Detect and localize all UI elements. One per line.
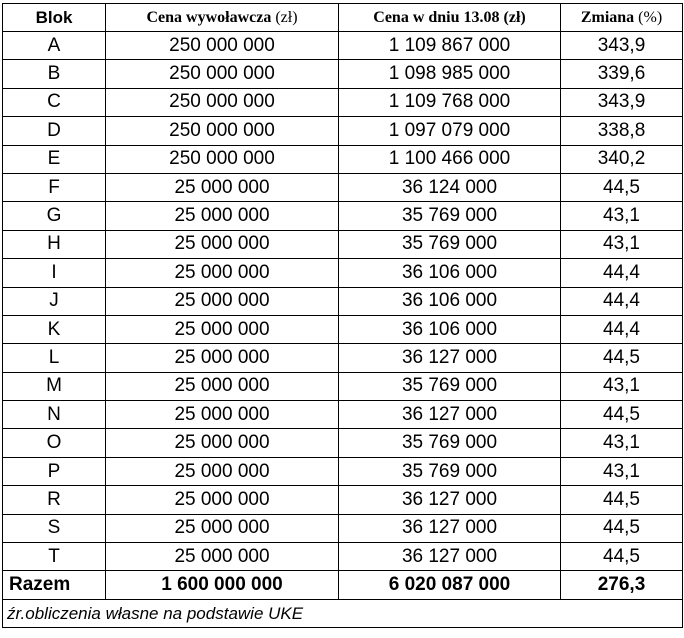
- cell-starting-price: 25 000 000: [106, 287, 339, 315]
- cell-change: 43,1: [561, 372, 683, 400]
- total-price-on-date: 6 020 087 000: [339, 571, 561, 600]
- cell-blok: H: [3, 230, 106, 258]
- cell-blok: I: [3, 259, 106, 287]
- cell-starting-price: 250 000 000: [106, 32, 339, 60]
- table-row: [3, 287, 683, 315]
- cell-starting-price: 25 000 000: [106, 543, 339, 571]
- cell-change: 44,4: [561, 259, 683, 287]
- cell-change: 44,5: [561, 514, 683, 542]
- cell-starting-price: 25 000 000: [106, 230, 339, 258]
- cell-price-on-date: 35 769 000: [339, 202, 561, 230]
- total-starting-price: 1 600 000 000: [106, 571, 339, 600]
- cell-price-on-date: 36 106 000: [339, 315, 561, 343]
- table-row: [3, 117, 683, 145]
- total-change: 276,3: [561, 571, 683, 600]
- table-row: [3, 401, 683, 429]
- cell-starting-price: 25 000 000: [106, 486, 339, 514]
- cell-price-on-date: 36 127 000: [339, 543, 561, 571]
- cell-blok: L: [3, 344, 106, 372]
- cell-blok: E: [3, 145, 106, 173]
- cell-starting-price: 25 000 000: [106, 344, 339, 372]
- header-change: Zmiana (%): [561, 4, 683, 32]
- cell-starting-price: 25 000 000: [106, 259, 339, 287]
- source-row: [3, 600, 683, 628]
- table-row: [3, 32, 683, 60]
- cell-blok: P: [3, 457, 106, 485]
- cell-blok: S: [3, 514, 106, 542]
- header-price-on-date: Cena w dniu 13.08 (zł): [339, 4, 561, 32]
- source-note: źr.obliczenia własne na podstawie UKE: [3, 600, 683, 628]
- cell-price-on-date: 36 127 000: [339, 486, 561, 514]
- cell-starting-price: 25 000 000: [106, 315, 339, 343]
- cell-blok: K: [3, 315, 106, 343]
- table-row: [3, 486, 683, 514]
- cell-price-on-date: 36 127 000: [339, 344, 561, 372]
- cell-blok: G: [3, 202, 106, 230]
- cell-change: 44,5: [561, 173, 683, 201]
- cell-starting-price: 25 000 000: [106, 429, 339, 457]
- table-row: [3, 315, 683, 343]
- cell-starting-price: 250 000 000: [106, 117, 339, 145]
- cell-blok: B: [3, 60, 106, 88]
- table-row: [3, 372, 683, 400]
- cell-change: 44,4: [561, 315, 683, 343]
- cell-change: 340,2: [561, 145, 683, 173]
- cell-blok: R: [3, 486, 106, 514]
- cell-change: 44,5: [561, 486, 683, 514]
- cell-blok: A: [3, 32, 106, 60]
- cell-price-on-date: 1 098 985 000: [339, 60, 561, 88]
- auction-prices-table: [2, 3, 683, 628]
- cell-starting-price: 25 000 000: [106, 457, 339, 485]
- table-row: [3, 202, 683, 230]
- cell-blok: T: [3, 543, 106, 571]
- cell-price-on-date: 36 127 000: [339, 514, 561, 542]
- cell-price-on-date: 36 106 000: [339, 259, 561, 287]
- cell-starting-price: 25 000 000: [106, 173, 339, 201]
- cell-price-on-date: 1 097 079 000: [339, 117, 561, 145]
- cell-price-on-date: 35 769 000: [339, 429, 561, 457]
- cell-starting-price: 250 000 000: [106, 60, 339, 88]
- table-row: [3, 344, 683, 372]
- cell-price-on-date: 1 109 867 000: [339, 32, 561, 60]
- cell-change: 339,6: [561, 60, 683, 88]
- cell-change: 44,5: [561, 401, 683, 429]
- cell-starting-price: 25 000 000: [106, 514, 339, 542]
- cell-change: 43,1: [561, 429, 683, 457]
- table-row: [3, 230, 683, 258]
- cell-starting-price: 250 000 000: [106, 145, 339, 173]
- header-row: [3, 4, 683, 32]
- cell-starting-price: 25 000 000: [106, 372, 339, 400]
- cell-blok: M: [3, 372, 106, 400]
- cell-blok: J: [3, 287, 106, 315]
- table-row: [3, 173, 683, 201]
- cell-price-on-date: 35 769 000: [339, 457, 561, 485]
- table-row: [3, 145, 683, 173]
- table-row: [3, 514, 683, 542]
- header-starting-price: Cena wywoławcza (zł): [106, 4, 339, 32]
- cell-blok: D: [3, 117, 106, 145]
- table-row: [3, 259, 683, 287]
- cell-change: 44,5: [561, 344, 683, 372]
- cell-change: 44,5: [561, 543, 683, 571]
- total-row: [3, 571, 683, 600]
- cell-blok: O: [3, 429, 106, 457]
- cell-price-on-date: 36 106 000: [339, 287, 561, 315]
- cell-price-on-date: 36 124 000: [339, 173, 561, 201]
- table-row: [3, 60, 683, 88]
- cell-starting-price: 25 000 000: [106, 401, 339, 429]
- header-blok: Blok: [3, 4, 106, 32]
- cell-blok: F: [3, 173, 106, 201]
- cell-change: 343,9: [561, 32, 683, 60]
- cell-change: 343,9: [561, 88, 683, 116]
- cell-change: 43,1: [561, 230, 683, 258]
- cell-blok: N: [3, 401, 106, 429]
- cell-price-on-date: 35 769 000: [339, 372, 561, 400]
- cell-change: 44,4: [561, 287, 683, 315]
- table-row: [3, 88, 683, 116]
- cell-price-on-date: 35 769 000: [339, 230, 561, 258]
- cell-price-on-date: 1 109 768 000: [339, 88, 561, 116]
- total-label: Razem: [3, 571, 106, 600]
- table-row: [3, 457, 683, 485]
- cell-starting-price: 250 000 000: [106, 88, 339, 116]
- table-row: [3, 543, 683, 571]
- cell-blok: C: [3, 88, 106, 116]
- cell-price-on-date: 36 127 000: [339, 401, 561, 429]
- cell-price-on-date: 1 100 466 000: [339, 145, 561, 173]
- cell-change: 338,8: [561, 117, 683, 145]
- cell-change: 43,1: [561, 457, 683, 485]
- cell-change: 43,1: [561, 202, 683, 230]
- table-row: [3, 429, 683, 457]
- cell-starting-price: 25 000 000: [106, 202, 339, 230]
